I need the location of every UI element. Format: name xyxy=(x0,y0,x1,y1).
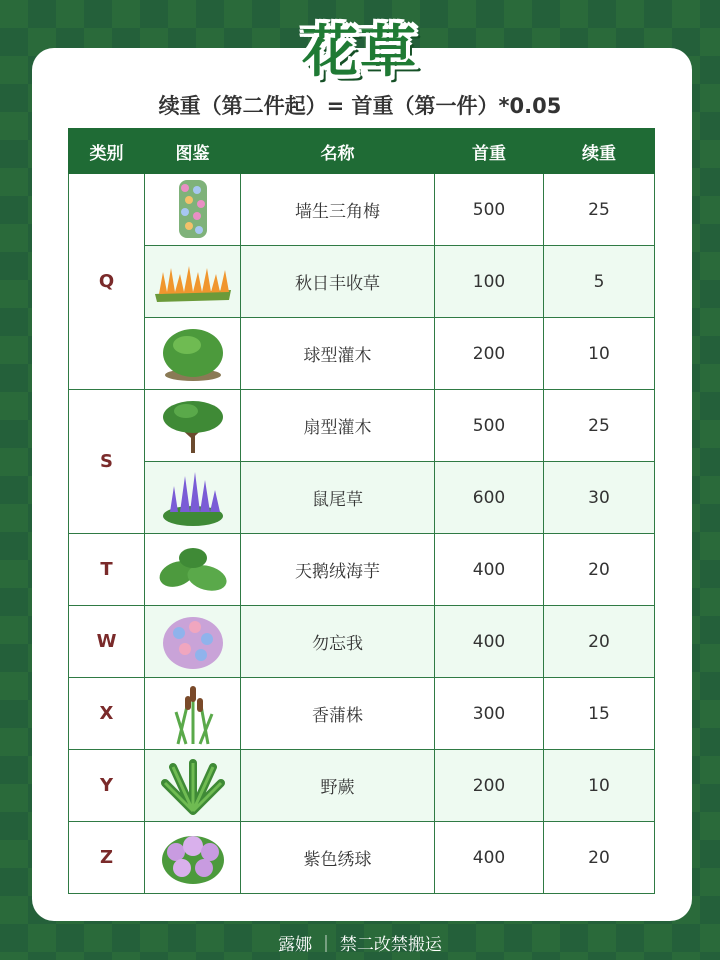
plant-image-cell xyxy=(145,390,241,462)
plant-name: 球型灌木 xyxy=(241,318,435,390)
plant-name: 扇型灌木 xyxy=(241,390,435,462)
purple-hydrangea-icon xyxy=(160,830,226,886)
table-row xyxy=(69,534,655,606)
first-weight: 300 xyxy=(435,678,544,750)
table-row xyxy=(69,678,655,750)
extra-weight: 20 xyxy=(544,534,655,606)
first-weight: 400 xyxy=(435,534,544,606)
table-row xyxy=(69,318,655,390)
plant-image-cell xyxy=(145,606,241,678)
category-cell: W xyxy=(69,606,145,678)
table-row xyxy=(69,174,655,246)
first-weight: 500 xyxy=(435,390,544,462)
extra-weight: 25 xyxy=(544,174,655,246)
category-cell: T xyxy=(69,534,145,606)
bougainvillea-icon xyxy=(173,178,213,242)
fern-icon xyxy=(157,757,229,815)
page-title: 花草 xyxy=(302,20,418,85)
extra-weight: 10 xyxy=(544,750,655,822)
category-cell: Y xyxy=(69,750,145,822)
table-row xyxy=(69,750,655,822)
plant-name: 勿忘我 xyxy=(241,606,435,678)
category-cell: Z xyxy=(69,822,145,894)
extra-weight: 20 xyxy=(544,606,655,678)
category-cell: Q xyxy=(69,174,145,390)
first-weight: 400 xyxy=(435,606,544,678)
round-shrub-icon xyxy=(159,325,227,383)
first-weight: 100 xyxy=(435,246,544,318)
plant-image-cell xyxy=(145,246,241,318)
fan-shrub-icon xyxy=(160,397,226,455)
extra-weight: 20 xyxy=(544,822,655,894)
plant-image-cell xyxy=(145,318,241,390)
price-table xyxy=(68,128,655,894)
plant-name: 紫色绣球 xyxy=(241,822,435,894)
plant-image-cell xyxy=(145,822,241,894)
category-cell: S xyxy=(69,390,145,534)
header-name: 名称 xyxy=(241,129,435,174)
first-weight: 600 xyxy=(435,462,544,534)
table-header-row xyxy=(69,129,655,174)
plant-name: 香蒲株 xyxy=(241,678,435,750)
table-row xyxy=(69,822,655,894)
plant-name: 野蕨 xyxy=(241,750,435,822)
header-icon: 图鉴 xyxy=(145,129,241,174)
table-row xyxy=(69,462,655,534)
header-extra-weight: 续重 xyxy=(544,129,655,174)
extra-weight: 25 xyxy=(544,390,655,462)
plant-image-cell xyxy=(145,678,241,750)
table-row xyxy=(69,246,655,318)
first-weight: 200 xyxy=(435,750,544,822)
header-first-weight: 首重 xyxy=(435,129,544,174)
extra-weight: 5 xyxy=(544,246,655,318)
forget-me-not-icon xyxy=(161,613,225,671)
plant-name: 鼠尾草 xyxy=(241,462,435,534)
plant-name: 天鹅绒海芋 xyxy=(241,534,435,606)
extra-weight: 15 xyxy=(544,678,655,750)
table-row xyxy=(69,606,655,678)
plant-image-cell xyxy=(145,174,241,246)
first-weight: 400 xyxy=(435,822,544,894)
elephant-ear-icon xyxy=(155,544,231,596)
first-weight: 200 xyxy=(435,318,544,390)
plant-image-cell xyxy=(145,462,241,534)
header-category: 类别 xyxy=(69,129,145,174)
plant-name: 墙生三角梅 xyxy=(241,174,435,246)
first-weight: 500 xyxy=(435,174,544,246)
plant-image-cell xyxy=(145,750,241,822)
plant-image-cell xyxy=(145,534,241,606)
footer-credit: 露娜 ｜ 禁二改禁搬运 xyxy=(278,935,442,955)
category-cell: X xyxy=(69,678,145,750)
extra-weight: 10 xyxy=(544,318,655,390)
cattail-icon xyxy=(168,682,218,746)
autumn-grass-icon xyxy=(153,262,233,302)
extra-weight: 30 xyxy=(544,462,655,534)
shipping-formula: 续重（第二件起）= 首重（第一件）*0.05 xyxy=(158,94,562,118)
plant-name: 秋日丰收草 xyxy=(241,246,435,318)
table-row xyxy=(69,390,655,462)
sage-icon xyxy=(160,468,226,528)
